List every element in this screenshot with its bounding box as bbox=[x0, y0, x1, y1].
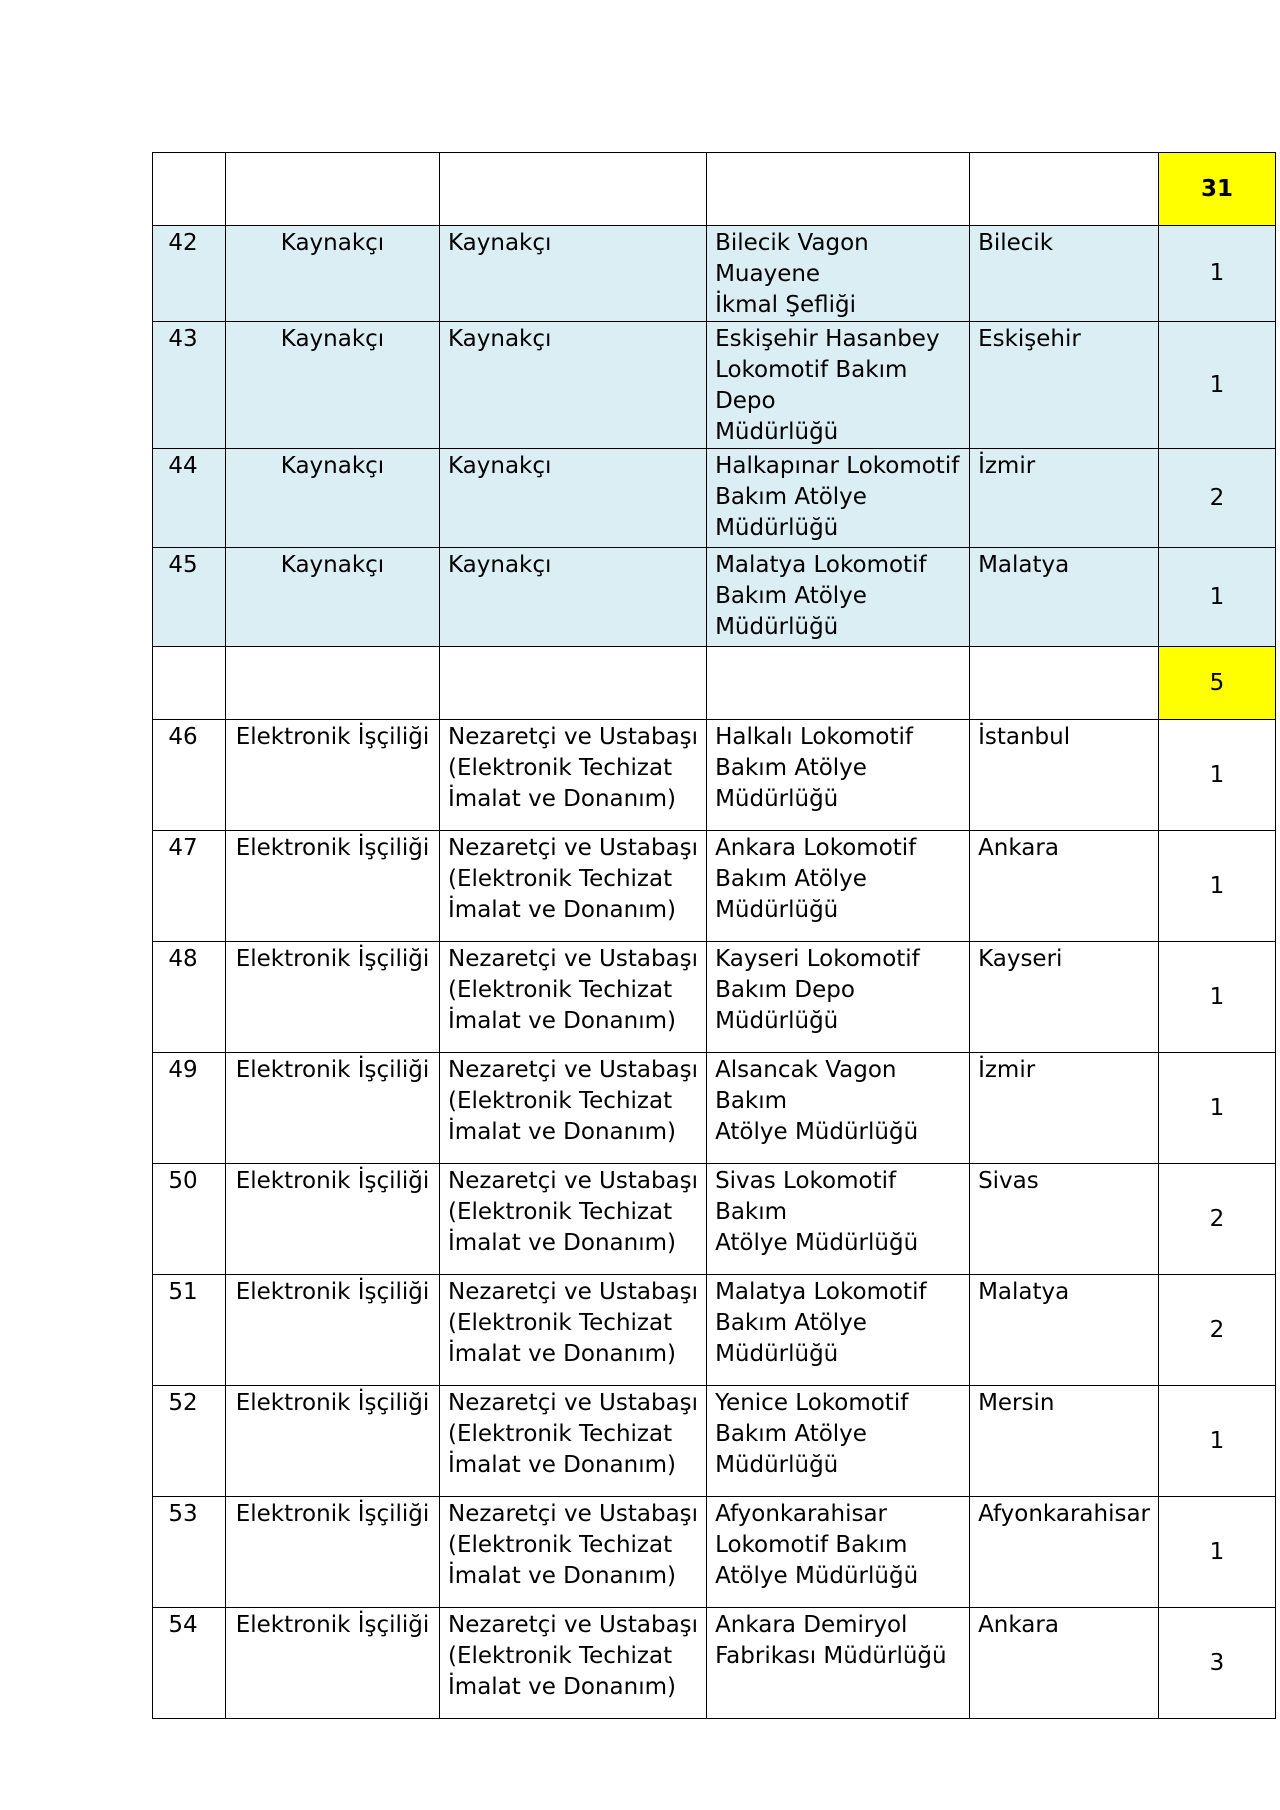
row-number: 48 bbox=[153, 942, 226, 1053]
cell-line: Nezaretçi ve Ustabaşı bbox=[448, 724, 699, 750]
cell-line: Müdürlüğü bbox=[715, 614, 839, 640]
row-number: 42 bbox=[153, 226, 226, 322]
cell-line: Atölye Müdürlüğü bbox=[715, 1563, 919, 1589]
cell-line: Müdürlüğü bbox=[715, 786, 839, 812]
subtotal-row bbox=[153, 153, 1276, 226]
unit-cell bbox=[707, 449, 970, 548]
row-number: 44 bbox=[153, 449, 226, 548]
cell-line: (Elektronik Techizat bbox=[448, 1310, 673, 1336]
count-cell: 3 bbox=[1159, 1608, 1276, 1719]
count-cell: 1 bbox=[1159, 1497, 1276, 1608]
cell-line: (Elektronik Techizat bbox=[448, 977, 673, 1003]
cell-line: İmalat ve Donanım) bbox=[448, 1008, 676, 1034]
table-row bbox=[153, 1275, 1276, 1386]
count-cell: 2 bbox=[1159, 1164, 1276, 1275]
position-title-cell bbox=[440, 720, 707, 831]
position-title-cell bbox=[440, 548, 707, 647]
cell-line: Bakım Atölye bbox=[715, 583, 867, 609]
cell-line: Nezaretçi ve Ustabaşı bbox=[448, 1390, 699, 1416]
cell-line: Bakım Atölye bbox=[715, 866, 867, 892]
cell-line: Nezaretçi ve Ustabaşı bbox=[448, 1612, 699, 1638]
field-cell: Elektronik İşçiliği bbox=[226, 1386, 440, 1497]
field-cell: Elektronik İşçiliği bbox=[226, 1053, 440, 1164]
count-cell: 1 bbox=[1159, 1386, 1276, 1497]
field-cell: Kaynakçı bbox=[226, 322, 440, 449]
city-cell: Ankara bbox=[970, 1608, 1159, 1719]
cell-line: (Elektronik Techizat bbox=[448, 1532, 673, 1558]
cell-line: (Elektronik Techizat bbox=[448, 1643, 673, 1669]
count-cell: 2 bbox=[1159, 1275, 1276, 1386]
row-number: 43 bbox=[153, 322, 226, 449]
field-cell: Elektronik İşçiliği bbox=[226, 1497, 440, 1608]
cell-line: Müdürlüğü bbox=[715, 515, 839, 541]
table-row bbox=[153, 1164, 1276, 1275]
cell-line: Afyonkarahisar bbox=[715, 1501, 887, 1527]
cell-line: Malatya Lokomotif bbox=[715, 1279, 927, 1305]
cell-line: Müdürlüğü bbox=[715, 419, 839, 445]
cell-line: Eskişehir Hasanbey bbox=[715, 326, 940, 352]
cell-line: Nezaretçi ve Ustabaşı bbox=[448, 946, 699, 972]
position-title-cell bbox=[440, 449, 707, 548]
unit-cell bbox=[707, 1608, 970, 1719]
field-cell: Kaynakçı bbox=[226, 548, 440, 647]
unit-cell bbox=[707, 1386, 970, 1497]
count-cell: 2 bbox=[1159, 449, 1276, 548]
cell-line: Kayseri Lokomotif bbox=[715, 946, 920, 972]
cell-line: Müdürlüğü bbox=[715, 1008, 839, 1034]
cell-line: Bakım Atölye bbox=[715, 1310, 867, 1336]
unit-cell bbox=[707, 322, 970, 449]
field-cell: Kaynakçı bbox=[226, 226, 440, 322]
field-cell: Elektronik İşçiliği bbox=[226, 1608, 440, 1719]
unit-cell bbox=[707, 720, 970, 831]
cell-line: Kaynakçı bbox=[448, 326, 552, 352]
position-title-cell bbox=[440, 1275, 707, 1386]
cell-line: Bakım Atölye bbox=[715, 1421, 867, 1447]
cell-line: Fabrikası Müdürlüğü bbox=[715, 1643, 947, 1669]
table-row bbox=[153, 449, 1276, 548]
field-cell: Elektronik İşçiliği bbox=[226, 1275, 440, 1386]
position-title-cell bbox=[440, 1386, 707, 1497]
row-number: 50 bbox=[153, 1164, 226, 1275]
cell-line: Bakım Depo bbox=[715, 977, 855, 1003]
count-cell: 1 bbox=[1159, 226, 1276, 322]
cell-line: Lokomotif Bakım bbox=[715, 1532, 908, 1558]
table-body bbox=[153, 153, 1276, 1719]
empty-cell bbox=[226, 647, 440, 720]
cell-line: Atölye Müdürlüğü bbox=[715, 1119, 919, 1145]
position-title-cell bbox=[440, 831, 707, 942]
subtotal-count: 5 bbox=[1159, 647, 1276, 720]
city-cell: Afyonkarahisar bbox=[970, 1497, 1159, 1608]
city-cell: Mersin bbox=[970, 1386, 1159, 1497]
table-row bbox=[153, 1497, 1276, 1608]
city-cell: Sivas bbox=[970, 1164, 1159, 1275]
cell-line: (Elektronik Techizat bbox=[448, 1421, 673, 1447]
unit-cell bbox=[707, 226, 970, 322]
unit-cell bbox=[707, 1053, 970, 1164]
field-cell: Elektronik İşçiliği bbox=[226, 942, 440, 1053]
unit-cell bbox=[707, 1275, 970, 1386]
unit-cell bbox=[707, 831, 970, 942]
count-cell: 1 bbox=[1159, 831, 1276, 942]
row-number: 46 bbox=[153, 720, 226, 831]
row-number: 45 bbox=[153, 548, 226, 647]
cell-line: Nezaretçi ve Ustabaşı bbox=[448, 1168, 699, 1194]
empty-cell bbox=[707, 153, 970, 226]
cell-line: Ankara Lokomotif bbox=[715, 835, 917, 861]
field-cell: Elektronik İşçiliği bbox=[226, 720, 440, 831]
cell-line: İmalat ve Donanım) bbox=[448, 786, 676, 812]
cell-line: Müdürlüğü bbox=[715, 1452, 839, 1478]
staff-allocation-table bbox=[152, 152, 1276, 1719]
cell-line: İmalat ve Donanım) bbox=[448, 1119, 676, 1145]
cell-line: Atölye Müdürlüğü bbox=[715, 1230, 919, 1256]
empty-cell bbox=[707, 647, 970, 720]
cell-line: Sivas Lokomotif Bakım bbox=[715, 1168, 897, 1225]
cell-line: İmalat ve Donanım) bbox=[448, 1452, 676, 1478]
city-cell: Bilecik bbox=[970, 226, 1159, 322]
table-row bbox=[153, 226, 1276, 322]
field-cell: Kaynakçı bbox=[226, 449, 440, 548]
city-cell: İzmir bbox=[970, 1053, 1159, 1164]
city-cell: Kayseri bbox=[970, 942, 1159, 1053]
cell-line: İmalat ve Donanım) bbox=[448, 897, 676, 923]
row-number: 49 bbox=[153, 1053, 226, 1164]
cell-line: İmalat ve Donanım) bbox=[448, 1230, 676, 1256]
cell-line: Yenice Lokomotif bbox=[715, 1390, 909, 1416]
cell-line: İmalat ve Donanım) bbox=[448, 1674, 676, 1700]
subtotal-count: 31 bbox=[1159, 153, 1276, 226]
count-cell: 1 bbox=[1159, 942, 1276, 1053]
cell-line: Malatya Lokomotif bbox=[715, 552, 927, 578]
empty-cell bbox=[153, 647, 226, 720]
position-title-cell bbox=[440, 1497, 707, 1608]
empty-cell bbox=[226, 153, 440, 226]
cell-line: (Elektronik Techizat bbox=[448, 1199, 673, 1225]
empty-cell bbox=[440, 647, 707, 720]
cell-line: Müdürlüğü bbox=[715, 897, 839, 923]
unit-cell bbox=[707, 942, 970, 1053]
city-cell: Ankara bbox=[970, 831, 1159, 942]
table-row bbox=[153, 1386, 1276, 1497]
subtotal-row bbox=[153, 647, 1276, 720]
cell-line: Ankara Demiryol bbox=[715, 1612, 908, 1638]
city-cell: İstanbul bbox=[970, 720, 1159, 831]
empty-cell bbox=[440, 153, 707, 226]
empty-cell bbox=[153, 153, 226, 226]
row-number: 52 bbox=[153, 1386, 226, 1497]
unit-cell bbox=[707, 1497, 970, 1608]
count-cell: 1 bbox=[1159, 720, 1276, 831]
city-cell: İzmir bbox=[970, 449, 1159, 548]
table-row bbox=[153, 548, 1276, 647]
cell-line: Bakım Atölye bbox=[715, 484, 867, 510]
count-cell: 1 bbox=[1159, 1053, 1276, 1164]
cell-line: Nezaretçi ve Ustabaşı bbox=[448, 1279, 699, 1305]
table-row bbox=[153, 831, 1276, 942]
row-number: 54 bbox=[153, 1608, 226, 1719]
cell-line: (Elektronik Techizat bbox=[448, 755, 673, 781]
cell-line: Bilecik Vagon Muayene bbox=[715, 230, 869, 287]
city-cell: Eskişehir bbox=[970, 322, 1159, 449]
cell-line: (Elektronik Techizat bbox=[448, 1088, 673, 1114]
empty-cell bbox=[970, 647, 1159, 720]
cell-line: Alsancak Vagon Bakım bbox=[715, 1057, 897, 1114]
cell-line: (Elektronik Techizat bbox=[448, 866, 673, 892]
cell-line: Nezaretçi ve Ustabaşı bbox=[448, 1501, 699, 1527]
position-title-cell bbox=[440, 942, 707, 1053]
row-number: 51 bbox=[153, 1275, 226, 1386]
table-row bbox=[153, 720, 1276, 831]
position-title-cell bbox=[440, 322, 707, 449]
table-row bbox=[153, 1608, 1276, 1719]
position-title-cell bbox=[440, 1608, 707, 1719]
count-cell: 1 bbox=[1159, 322, 1276, 449]
table-row bbox=[153, 942, 1276, 1053]
city-cell: Malatya bbox=[970, 548, 1159, 647]
field-cell: Elektronik İşçiliği bbox=[226, 831, 440, 942]
cell-line: Bakım Atölye bbox=[715, 755, 867, 781]
cell-line: Halkapınar Lokomotif bbox=[715, 453, 960, 479]
cell-line: Lokomotif Bakım Depo bbox=[715, 357, 908, 414]
count-cell: 1 bbox=[1159, 548, 1276, 647]
position-title-cell bbox=[440, 1053, 707, 1164]
unit-cell bbox=[707, 548, 970, 647]
cell-line: İmalat ve Donanım) bbox=[448, 1563, 676, 1589]
row-number: 53 bbox=[153, 1497, 226, 1608]
empty-cell bbox=[970, 153, 1159, 226]
row-number: 47 bbox=[153, 831, 226, 942]
cell-line: Kaynakçı bbox=[448, 230, 552, 256]
cell-line: Nezaretçi ve Ustabaşı bbox=[448, 835, 699, 861]
cell-line: Müdürlüğü bbox=[715, 1341, 839, 1367]
position-title-cell bbox=[440, 1164, 707, 1275]
cell-line: Halkalı Lokomotif bbox=[715, 724, 913, 750]
unit-cell bbox=[707, 1164, 970, 1275]
cell-line: Kaynakçı bbox=[448, 552, 552, 578]
position-title-cell bbox=[440, 226, 707, 322]
cell-line: Kaynakçı bbox=[448, 453, 552, 479]
table-row bbox=[153, 1053, 1276, 1164]
field-cell: Elektronik İşçiliği bbox=[226, 1164, 440, 1275]
cell-line: İmalat ve Donanım) bbox=[448, 1341, 676, 1367]
city-cell: Malatya bbox=[970, 1275, 1159, 1386]
cell-line: İkmal Şefliği bbox=[715, 292, 856, 318]
table-row bbox=[153, 322, 1276, 449]
cell-line: Nezaretçi ve Ustabaşı bbox=[448, 1057, 699, 1083]
